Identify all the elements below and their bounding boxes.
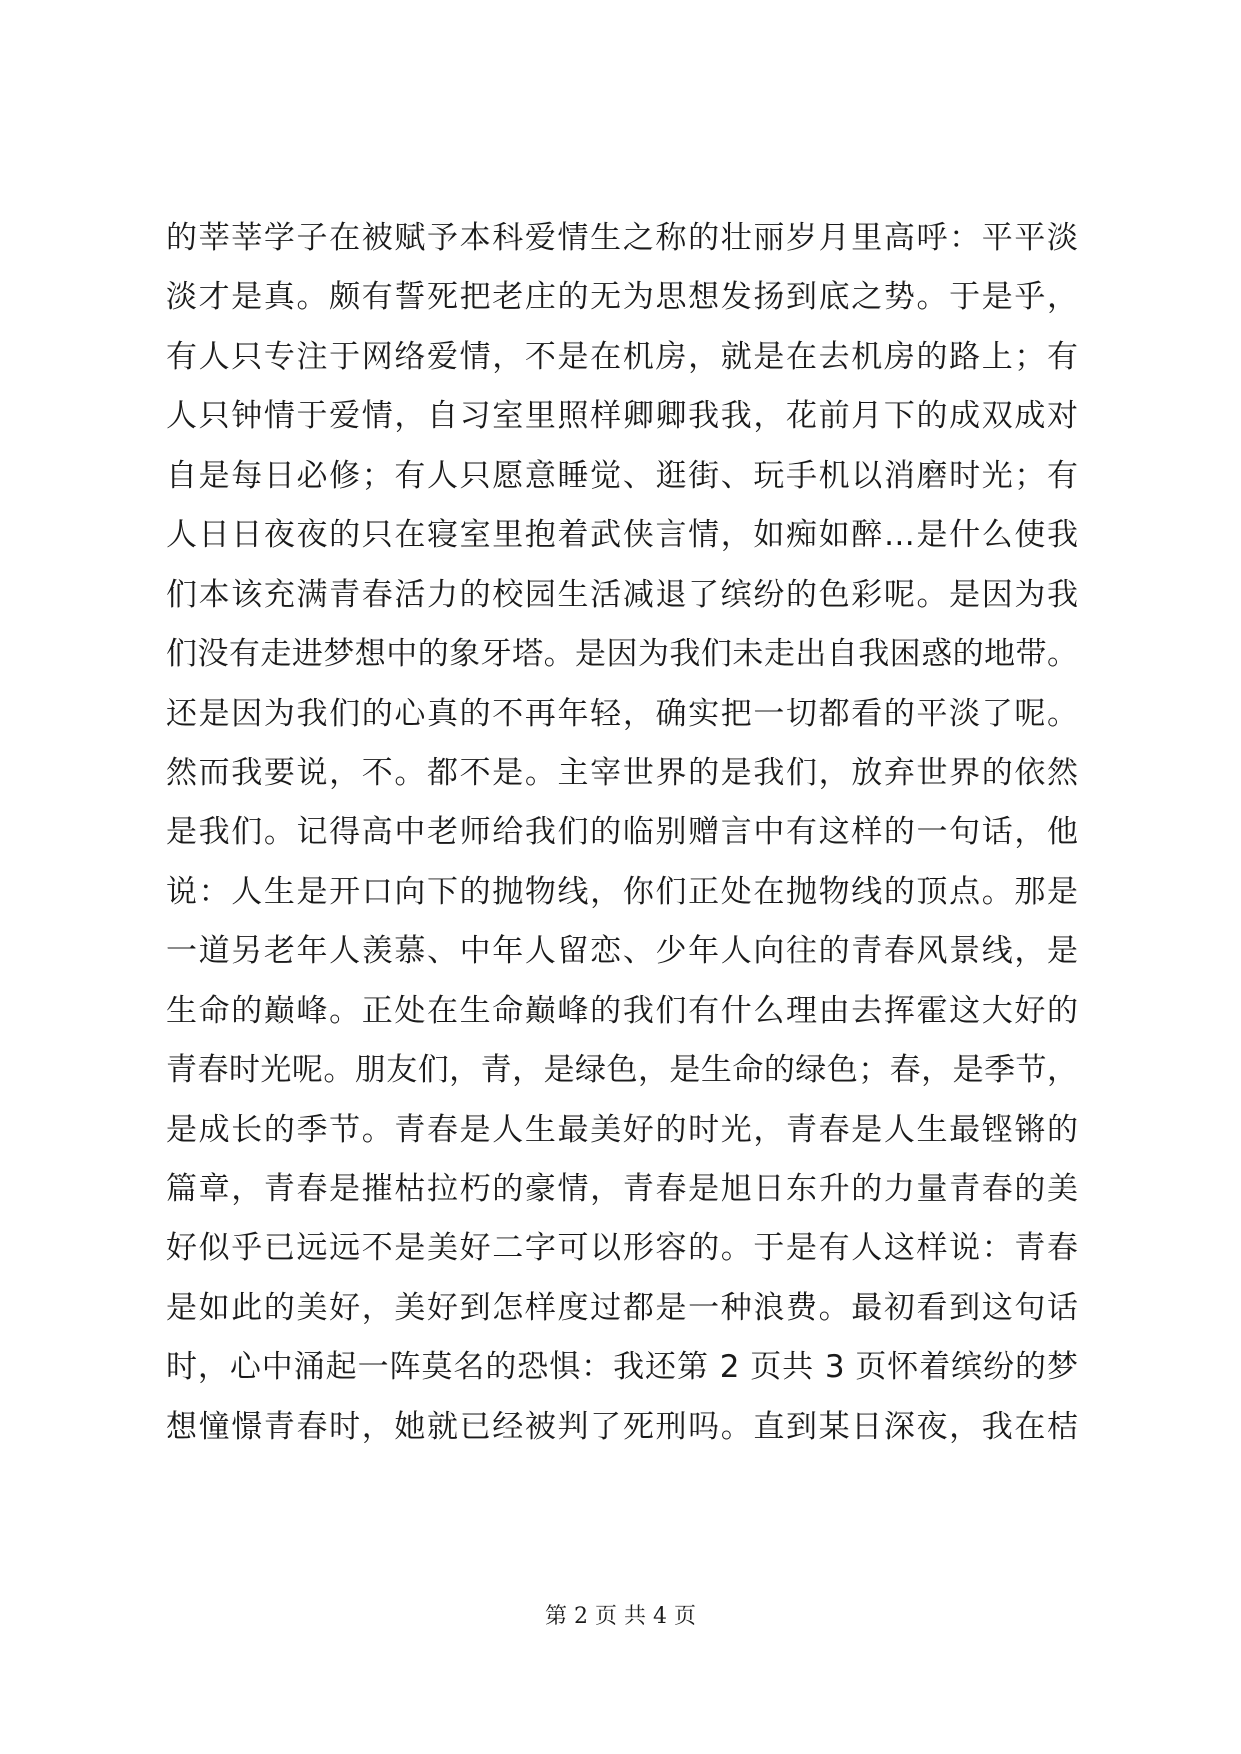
text-line: 人只钟情于爱情，自习室里照样卿卿我我，花前月下的成双成对 bbox=[166, 398, 1078, 435]
text-line: 们本该充满青春活力的校园生活减退了缤纷的色彩呢。是因为我 bbox=[166, 576, 1078, 613]
text-line: 青春时光呢。朋友们，青，是绿色，是生命的绿色；春，是季节， bbox=[166, 1052, 1078, 1089]
text-line: 是如此的美好，美好到怎样度过都是一种浪费。最初看到这句话 bbox=[166, 1289, 1078, 1326]
body-text bbox=[166, 209, 1078, 1457]
text-line: 一道另老年人羡慕、中年人留恋、少年人向往的青春风景线，是 bbox=[166, 933, 1078, 970]
text-line: 然而我要说，不。都不是。主宰世界的是我们，放弃世界的依然 bbox=[166, 754, 1078, 791]
text-line: 人日日夜夜的只在寝室里抱着武侠言情，如痴如醉…是什么使我 bbox=[166, 517, 1078, 554]
text-line: 淡才是真。颇有誓死把老庄的无为思想发扬到底之势。于是乎， bbox=[166, 279, 1078, 316]
text-line: 还是因为我们的心真的不再年轻，确实把一切都看的平淡了呢。 bbox=[166, 695, 1078, 732]
text-line: 有人只专注于网络爱情，不是在机房，就是在去机房的路上；有 bbox=[166, 338, 1078, 375]
text-line: 篇章，青春是摧枯拉朽的豪情，青春是旭日东升的力量青春的美 bbox=[166, 1171, 1078, 1207]
text-line: 自是每日必修；有人只愿意睡觉、逛街、玩手机以消磨时光；有 bbox=[166, 457, 1078, 494]
text-line: 是我们。记得高中老师给我们的临别赠言中有这样的一句话，他 bbox=[166, 814, 1078, 851]
page-number-label: 第 2 页 共 4 页 bbox=[545, 1604, 696, 1629]
text-line: 是成长的季节。青春是人生最美好的时光，青春是人生最铿锵的 bbox=[166, 1111, 1078, 1148]
text-line: 生命的巅峰。正处在生命巅峰的我们有什么理由去挥霍这大好的 bbox=[166, 992, 1078, 1029]
text-line: 想憧憬青春时，她就已经被判了死刑吗。直到某日深夜，我在桔 bbox=[166, 1408, 1078, 1445]
text-line: 说：人生是开口向下的抛物线，你们正处在抛物线的顶点。那是 bbox=[166, 873, 1078, 910]
text-line: 好似乎已远远不是美好二字可以形容的。于是有人这样说：青春 bbox=[166, 1230, 1078, 1267]
text-line: 们没有走进梦想中的象牙塔。是因为我们未走出自我困惑的地带。 bbox=[166, 636, 1078, 673]
text-line: 时，心中涌起一阵莫名的恐惧：我还第 2 页共 3 页怀着缤纷的梦 bbox=[166, 1349, 1078, 1386]
text-line: 的莘莘学子在被赋予本科爱情生之称的壮丽岁月里高呼：平平淡 bbox=[166, 220, 1078, 256]
page-footer bbox=[0, 1602, 1241, 1632]
